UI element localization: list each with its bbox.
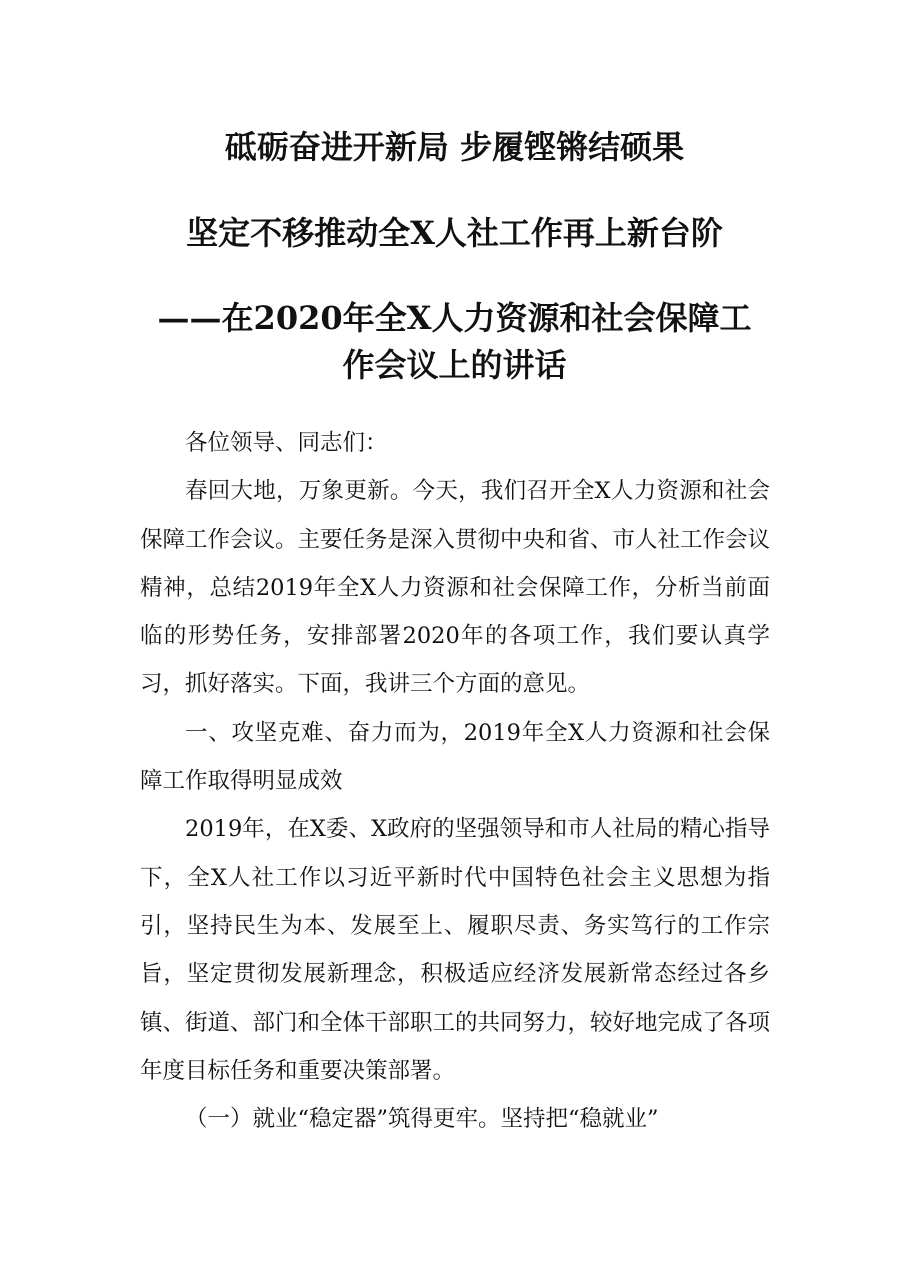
salutation: 各位领导、同志们： — [185, 430, 388, 456]
intro-paragraph: 春回大地，万象更新。今天，我们召开全X人力资源和社会保障工作会议。主要任务是深入贯彻中央和省、市人社工作会议精神，总结2019年全X人力资源和社会保障工作，分析当前面临的形势任务，安排部署2020年的各项工作，我们要认真学习，抓好落实。下面，我讲三个方面的意见。 — [140, 478, 771, 698]
title-line-1: 砥砺奋进开新局 步履铿锵结硕果 — [224, 128, 685, 166]
subtitle-line-1: ——在2020年全X人力资源和社会保障工 — [157, 299, 752, 337]
section-heading: 一、攻坚克难、奋力而为，2019年全X人力资源和社会保障工作取得明显成效 — [140, 719, 770, 795]
subsection-paragraph: （一）就业“稳定器”筑得更牢。坚持把“稳就业” — [185, 1106, 659, 1133]
body-paragraph: 2019年，在X委、X政府的坚强领导和市人社局的精心指导下，全X人社工作以习近平新时代中国特色社会主义思想为指引，坚持民生为本、发展至上、履职尽责、务实笃行的工作宗旨，坚定贯彻发展新理念，积极适应经济发展新常态经过各乡镇、街道、部门和全体干部职工的共同努力，较好地完成了各项年度目标任务和重要决策部署。 — [140, 816, 771, 1084]
document-body — [140, 419, 770, 1143]
subtitle-line-2: 作会议上的讲话 — [342, 346, 567, 384]
title-line-2: 坚定不移推动全X人社工作再上新台阶 — [186, 214, 723, 252]
